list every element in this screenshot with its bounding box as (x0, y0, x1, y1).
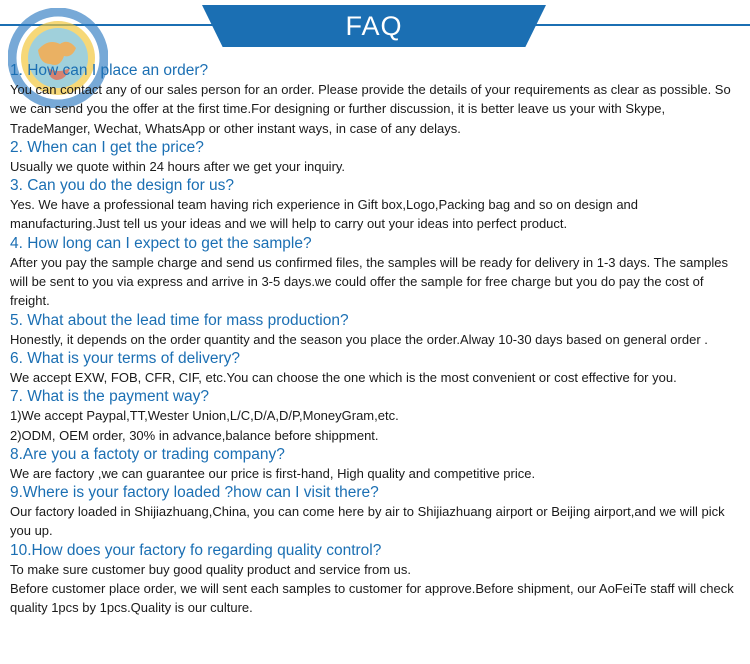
page-title: FAQ (345, 11, 403, 41)
faq-answer: Before customer place order, we will sent each samples to customer for approve.Before shipment, our AoFeiTe staff will check quality 1pcs by 1pcs.Quality is our culture. (10, 581, 734, 616)
faq-item-3 (10, 176, 745, 234)
faq-answer: We are factory ,we can guarantee our price is first-hand, High quality and competitive price. (10, 465, 536, 481)
faq-question: 9.Where is your factory loaded ?how can I visit there? (10, 484, 379, 502)
faq-item-6 (10, 349, 745, 387)
faq-item-7 (10, 387, 745, 445)
faq-question: 8.Are you a factoty or trading company? (10, 445, 285, 463)
faq-answer: 1)We accept Paypal,TT,Wester Union,L/C,D/A,D/P,MoneyGram,etc. (10, 408, 399, 424)
faq-question: 2. When can I get the price? (10, 138, 204, 156)
faq-item-4 (10, 234, 745, 311)
faq-question: 7. What is the payment way? (10, 388, 210, 406)
faq-answer: After you pay the sample charge and send us confirmed files, the samples will be ready for delivery in 1-3 days. The samples will be sent to you via express and arrive in 3-5 days.we could offer the sample for free charge but you do pay the cost of freight. (10, 254, 729, 309)
faq-item-9 (10, 483, 745, 541)
faq-answer: You can contact any of our sales person for an order. Please provide the details of your requirements as clear as possible. So we can send you the offer at the first time.For designing or further discussion, it is better leave us your with Skype, TradeManger, Wechat, WhatsApp or other instant ways, in case of any delays. (10, 82, 731, 136)
faq-answer: 2)ODM, OEM order, 30% in advance,balance before shippment. (10, 427, 379, 443)
faq-answer: To make sure customer buy good quality product and service from us. (10, 561, 412, 577)
faq-question: 6. What is your terms of delivery? (10, 349, 240, 367)
faq-item-1 (10, 61, 745, 138)
faq-question: 5. What about the lead time for mass production? (10, 311, 349, 329)
faq-answer: Honestly, it depends on the order quantity and the season you place the order.Alway 10-30 days based on general order . (10, 331, 708, 347)
faq-question: 1. How can I place an order? (10, 62, 209, 79)
faq-question: 10.How does your factory fo regarding quality control? (10, 541, 382, 559)
faq-item-5 (10, 311, 745, 349)
faq-question: 3. Can you do the design for us? (10, 177, 235, 195)
faq-answer: Yes. We have a professional team having rich experience in Gift box,Logo,Packing bag and so on design and manufacturing.Just tell us your ideas and we will help to carry out your ideas into perfect product. (10, 197, 639, 232)
faq-answer: Usually we quote within 24 hours after we get your inquiry. (10, 158, 346, 174)
faq-answer: Our factory loaded in Shijiazhuang,China, you can come here by air to Shijiazhuang airport or Beijing airport,and we will pick you up. (10, 504, 725, 539)
faq-item-8 (10, 445, 745, 483)
faq-item-10 (10, 541, 745, 618)
faq-question: 4. How long can I expect to get the sample? (10, 234, 312, 252)
faq-item-2 (10, 138, 745, 176)
faq-list (10, 61, 745, 618)
faq-answer: We accept EXW, FOB, CFR, CIF, etc.You can choose the one which is the most convenient or cost effective for you. (10, 369, 677, 385)
